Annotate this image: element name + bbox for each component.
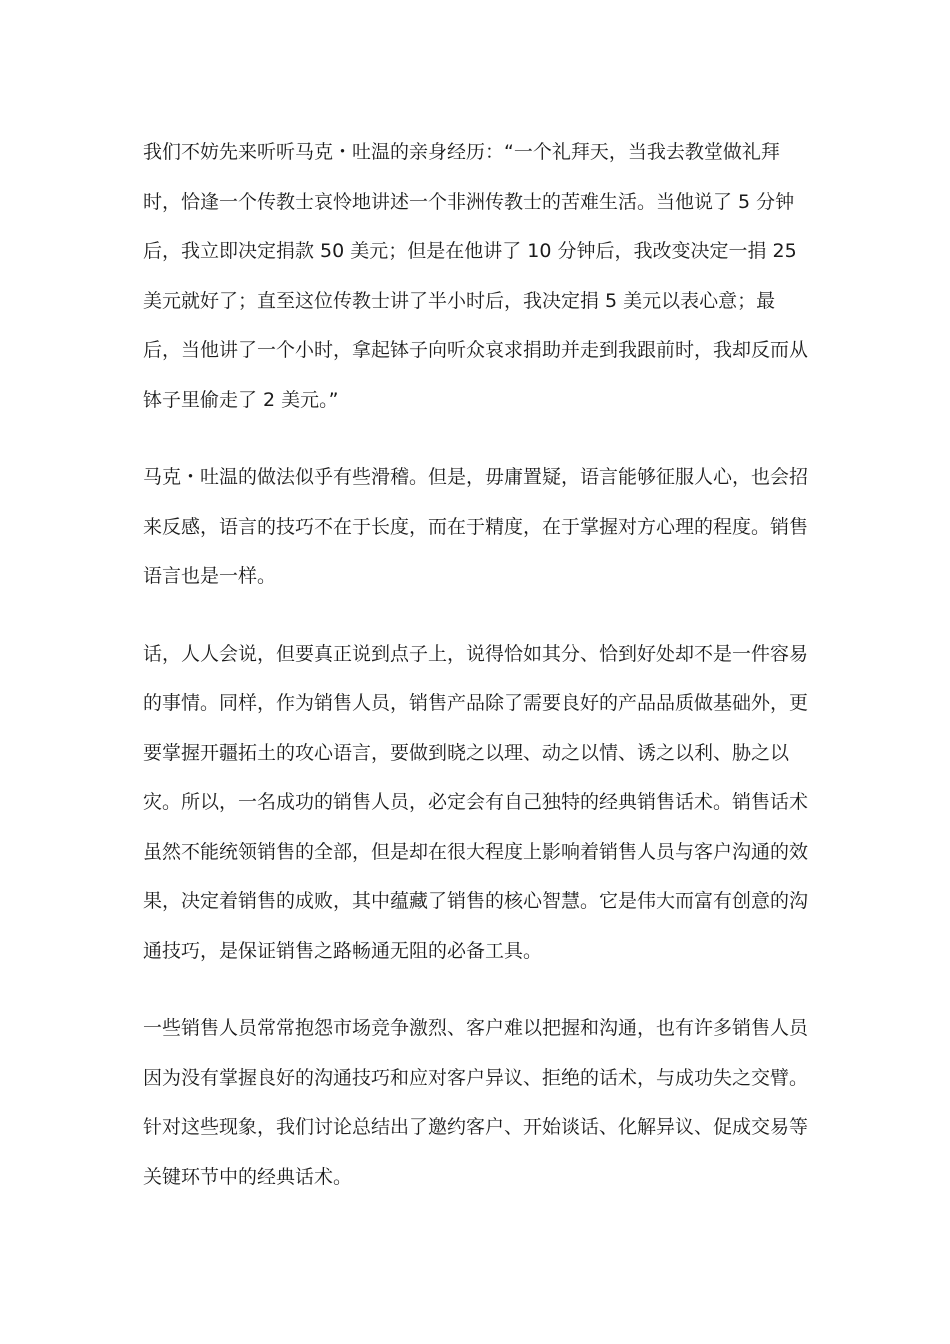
paragraph-sales-talk: 话，人人会说，但要真正说到点子上，说得恰如其分、恰到好处却不是一件容易的事情。同样，作为销售人员，销售产品除了需要良好的产品品质做基础外，更要掌握开疆拓土的攻心语言，要做到晓之以理、动之以情、诱之以利、胁之以灾。所以，一名成功的销售人员，必定会有自己独特的经典销售话术。销售话术虽然不能统领销售的全部，但是却在很大程度上影响着销售人员与客户沟通的效果，决定着销售的成败，其中蕴藏了销售的核心智慧。它是伟大而富有创意的沟通技巧，是保证销售之路畅通无阻的必备工具。 (143, 642, 809, 962)
paragraph-mark-twain-story: 我们不妨先来听听马克・吐温的亲身经历：“一个礼拜天，当我去教堂做礼拜时，恰逢一个传教士哀怜地讲述一个非洲传教士的苦难生活。当他说了 5 分钟后，我立即决定捐款 50 美元；但是在他讲了 10 分钟后，我改变决定一捐 25 美元就好了；直至这位传教士讲了半小时后，我决定捐 5 美元以表心意；最后，当他讲了一个小时，拿起钵子向听众哀求捐助并走到我跟前时，我却反而从钵子里偷走了 2 美元。” (143, 141, 809, 411)
paragraph-language-power: 马克・吐温的做法似乎有些滑稽。但是，毋庸置疑，语言能够征服人心，也会招来反感，语言的技巧不在于长度，而在于精度，在于掌握对方心理的程度。销售语言也是一样。 (143, 466, 809, 587)
paragraph-sales-challenges: 一些销售人员常常抱怨市场竞争激烈、客户难以把握和沟通，也有许多销售人员因为没有掌握良好的沟通技巧和应对客户异议、拒绝的话术，与成功失之交臂。针对这些现象，我们讨论总结出了邀约客户、开始谈话、化解异议、促成交易等关键环节中的经典话术。 (143, 1017, 809, 1188)
